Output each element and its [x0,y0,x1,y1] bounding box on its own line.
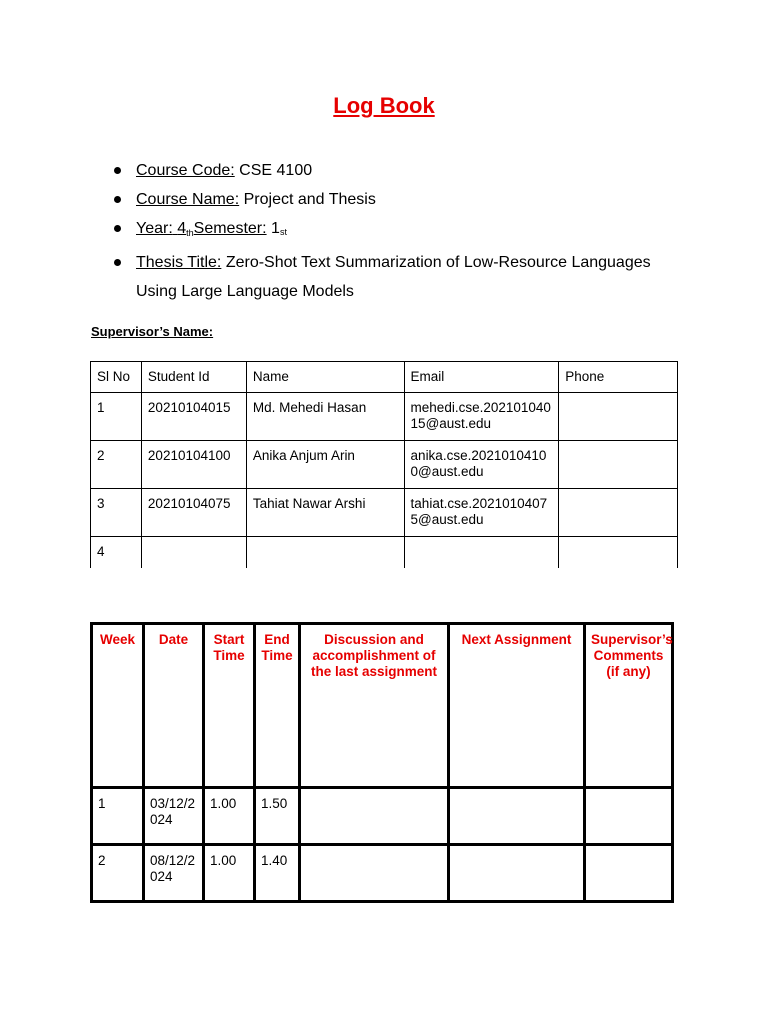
course-name-value: Project and Thesis [243,191,376,208]
week-header: Week [92,624,144,788]
thesis-title-line2: Using Large Language Models [136,283,354,300]
year-suffix: th [186,228,194,238]
supervisor-name-label: Supervisor’s Name: [91,324,214,339]
table-row [91,441,678,489]
course-code-label: Course Code: [136,162,235,179]
sl-no-cell: 1 [91,393,142,441]
student-id-cell: 20210104100 [141,441,246,489]
bullet-icon [114,167,121,174]
students-header-row [91,362,678,393]
student-id-cell [141,537,246,569]
table-row [92,788,673,845]
header-cell: Name [246,362,404,393]
year-value: 4 [177,220,187,237]
course-code-item [108,156,708,185]
year-label: Year: [136,220,173,237]
bullet-icon [114,259,121,266]
year-semester-item [108,214,708,248]
name-cell: Anika Anjum Arin [246,441,404,489]
log-table [90,622,674,903]
thesis-title-line1: Zero-Shot Text Summarization of Low-Resource Languages [225,254,651,271]
sl-no-cell: 2 [91,441,142,489]
end-time-header: End Time [255,624,300,788]
date-header: Date [144,624,204,788]
email-cell: mehedi.cse.20210104015@aust.edu [404,393,559,441]
start-time-cell: 1.00 [204,788,255,845]
next-assignment-cell [449,788,585,845]
table-row [91,537,678,569]
email-cell: tahiat.cse.20210104075@aust.edu [404,489,559,537]
week-cell: 1 [92,788,144,845]
sl-no-cell: 4 [91,537,142,569]
header-cell: Sl No [91,362,142,393]
thesis-title-item [108,248,708,306]
year-semester-underlined [136,220,267,237]
phone-cell [559,489,678,537]
date-cell: 03/12/2024 [144,788,204,845]
discussion-cell [300,845,449,902]
page-title: Log Book [333,93,435,118]
header-cell: Student Id [141,362,246,393]
header-cell: Email [404,362,559,393]
table-row [92,845,673,902]
sl-no-cell: 3 [91,489,142,537]
email-cell: anika.cse.20210104100@aust.edu [404,441,559,489]
supervisor-comments-cell [585,788,673,845]
supervisor-comments-cell [585,845,673,902]
end-time-cell: 1.40 [255,845,300,902]
table-row [91,489,678,537]
phone-cell [559,537,678,569]
log-header-row [92,624,673,788]
name-cell [246,537,404,569]
bullet-icon [114,225,121,232]
bullet-icon [114,196,121,203]
semester-label: Semester: [193,220,267,237]
end-time-cell: 1.50 [255,788,300,845]
discussion-cell [300,788,449,845]
semester-value: 1 [271,220,280,237]
week-cell: 2 [92,845,144,902]
start-time-cell: 1.00 [204,845,255,902]
supervisor-comments-header: Supervisor’s Comments (if any) [585,624,673,788]
semester-suffix: st [279,227,287,237]
course-code-value: CSE 4100 [239,162,313,179]
table-row [91,393,678,441]
email-cell [404,537,559,569]
discussion-header: Discussion and accomplishment of the last assignment [300,624,449,788]
student-id-cell: 20210104015 [141,393,246,441]
students-table [90,361,678,568]
student-id-cell: 20210104075 [141,489,246,537]
next-assignment-header: Next Assignment [449,624,585,788]
thesis-title-label: Thesis Title: [136,254,222,271]
course-info-list [108,156,708,306]
header-cell: Phone [559,362,678,393]
phone-cell [559,441,678,489]
start-time-header: Start Time [204,624,255,788]
phone-cell [559,393,678,441]
name-cell: Tahiat Nawar Arshi [246,489,404,537]
course-name-item [108,185,708,214]
name-cell: Md. Mehedi Hasan [246,393,404,441]
date-cell: 08/12/2024 [144,845,204,902]
next-assignment-cell [449,845,585,902]
course-name-label: Course Name: [136,191,240,208]
